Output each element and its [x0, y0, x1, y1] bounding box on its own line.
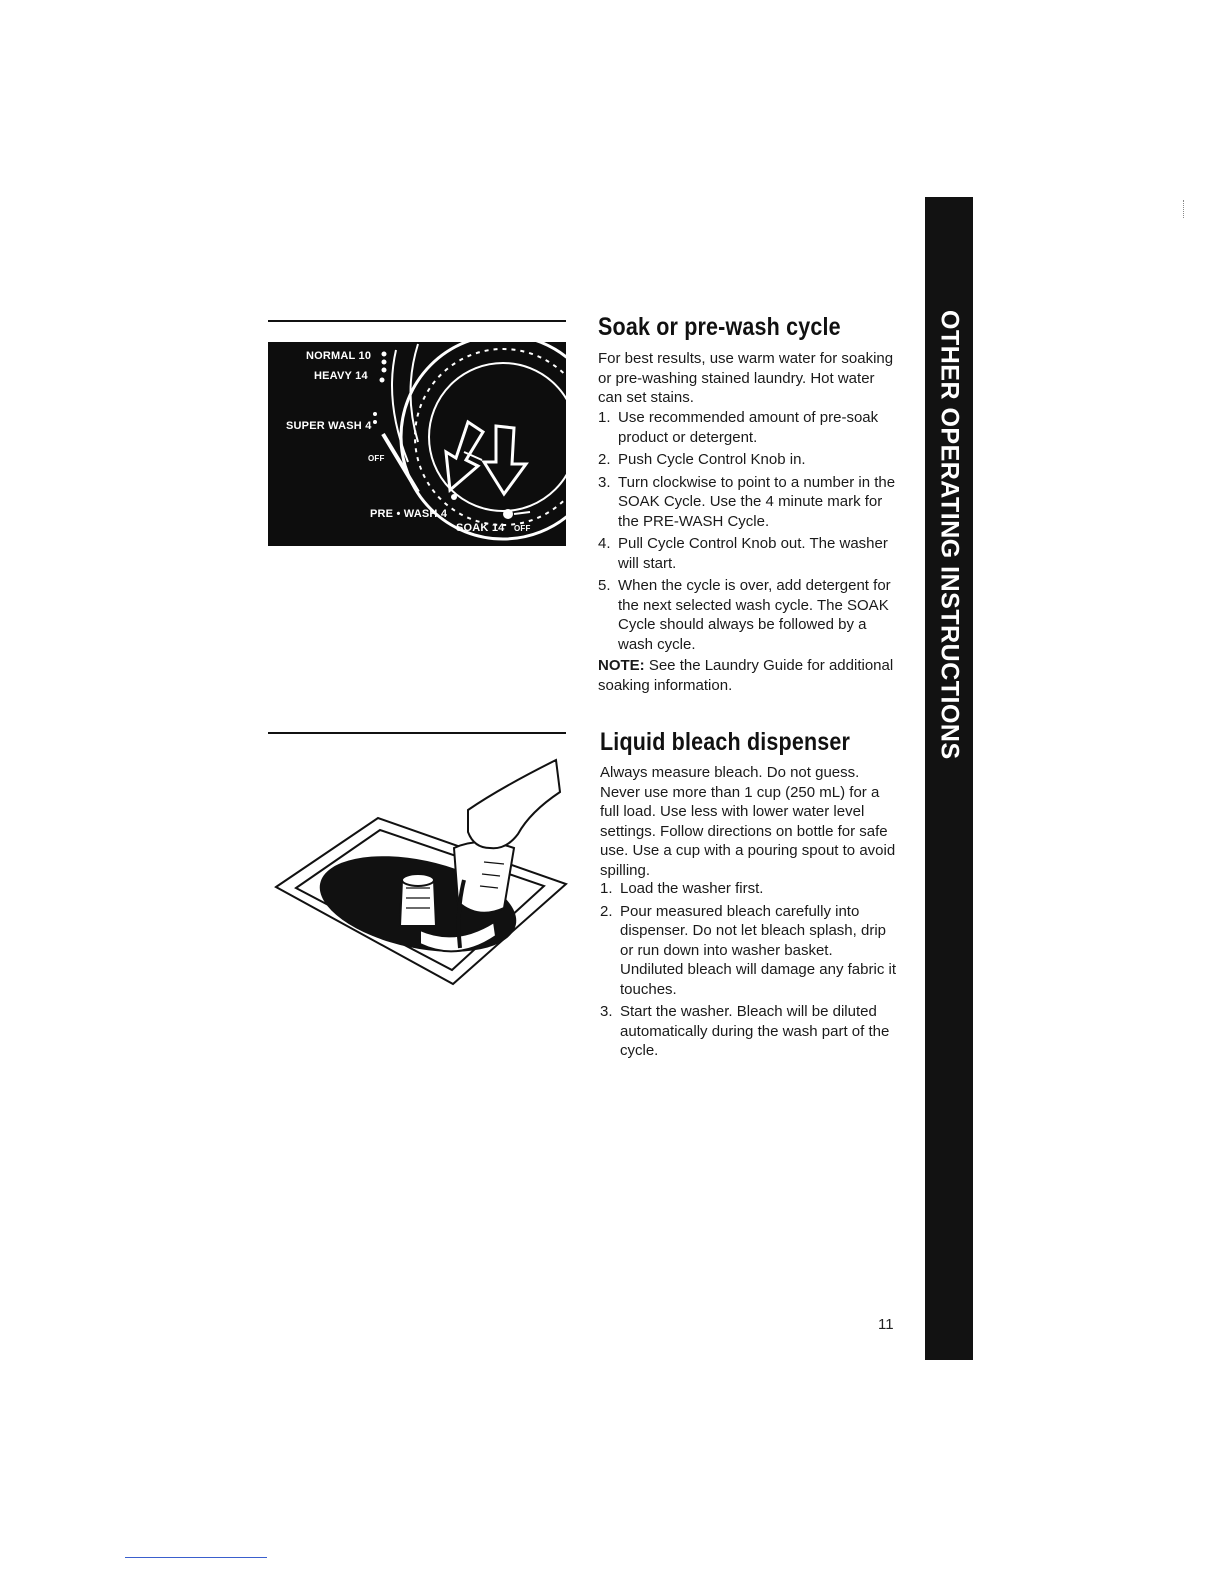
bleach-intro: Always measure bleach. Do not guess. Never use more than 1 cup (250 mL) for a full load. Use less with lower water level settings. Follow directions on bottle for safe use. Use a cup with a pouring spout to avoid spilling. [600, 764, 896, 879]
bottom-divider [125, 1557, 267, 1558]
list-item [598, 408, 898, 447]
list-item [598, 534, 898, 573]
scan-edge-mark [1183, 200, 1185, 218]
list-item [600, 879, 900, 899]
step-text: Push Cycle Control Knob in. [618, 451, 806, 468]
step-number: 4. [598, 535, 611, 552]
step-text: Turn clockwise to point to a number in the SOAK Cycle. Use the 4 minute mark for the PRE-WASH Cycle. [618, 473, 896, 530]
note-text: See the Laundry Guide for additional soaking information. [598, 657, 894, 694]
step-number: 1. [598, 409, 611, 426]
dial-label-off: OFF [368, 454, 385, 463]
list-item [598, 473, 898, 532]
step-number: 2. [598, 451, 611, 468]
step-text: Start the washer. Bleach will be diluted automatically during the wash part of the cycle. [620, 1003, 890, 1059]
step-text: Pull Cycle Control Knob out. The washer will start. [618, 535, 888, 572]
dial-label-pre-wash: PRE • WASH 4 [370, 508, 448, 520]
dial-label-soak: SOAK 14 [456, 522, 505, 534]
figure2-top-rule [268, 732, 566, 734]
bleach-pouring-illustration [268, 752, 568, 992]
step-number: 3. [600, 1003, 613, 1020]
section-title-soak: Soak or pre-wash cycle [598, 313, 841, 341]
step-number: 5. [598, 577, 611, 594]
step-text: Use recommended amount of pre-soak product or detergent. [618, 409, 879, 446]
step-text: When the cycle is over, add detergent for the next selected wash cycle. The SOAK Cycle should always be followed by a wash cycle. [618, 577, 891, 653]
step-text: Load the washer first. [620, 880, 764, 897]
dial-label-heavy: HEAVY 14 [314, 370, 368, 382]
dial-label-super-wash: SUPER WASH 4 [286, 420, 372, 432]
step-text: Pour measured bleach carefully into dispenser. Do not let bleach splash, drip or run down into washer basket. Undiluted bleach will damage any fabric it touches. [620, 902, 896, 998]
soak-note [598, 656, 898, 695]
section-tab-label: OTHER OPERATING INSTRUCTIONS [935, 310, 964, 760]
list-item [600, 1002, 900, 1061]
step-number: 2. [600, 902, 613, 920]
list-item [600, 902, 900, 1000]
bleach-graphic [268, 752, 568, 992]
soak-intro: For best results, use warm water for soaking or pre-washing stained laundry. Hot water can set stains. [598, 350, 894, 406]
page-number: 11 [878, 1316, 894, 1333]
dial-label-normal: NORMAL 10 [306, 350, 372, 362]
figure1-top-rule [268, 320, 566, 322]
note-label: NOTE: [598, 657, 645, 674]
dial-label-off-soak: OFF [514, 524, 531, 533]
soak-steps [598, 408, 898, 657]
bleach-steps [600, 879, 900, 1064]
cycle-dial-illustration [268, 342, 566, 546]
list-item [598, 576, 898, 654]
step-number: 1. [600, 880, 613, 897]
section-title-bleach: Liquid bleach dispenser [600, 728, 851, 756]
step-number: 3. [598, 473, 611, 491]
list-item [598, 450, 898, 470]
